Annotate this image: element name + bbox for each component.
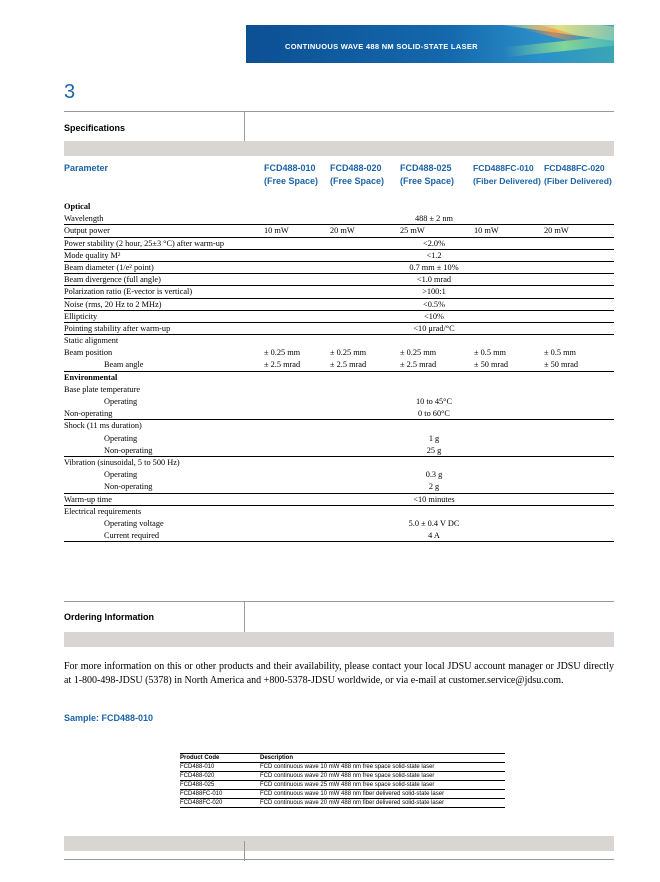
model-code: FCD488FC-010 [473,163,534,173]
row-value: 488 ± 2 nm [415,214,453,224]
table-row [64,481,614,493]
table-row [64,408,614,420]
row-label: Operating voltage [104,518,164,528]
row-label: Shock (11 ms duration) [64,421,142,431]
table-row [64,311,614,323]
row-value: <10 μrad/°C [413,323,455,333]
product-description: FCD continuous wave 25 mW 488 nm free space solid-state laser [260,782,435,788]
product-code: FCD488-025 [180,782,215,788]
table-row [180,799,505,808]
row-label: Static alignment [64,336,119,346]
table-row [64,225,614,237]
row-value: 20 mW [544,226,569,236]
table-row [64,457,614,469]
specifications-table [64,201,614,542]
row-label: Beam divergence (full angle) [64,275,161,285]
row-label: Pointing stability after warm-up [64,323,171,333]
row-value: 25 g [426,445,442,455]
table-row [64,274,614,286]
table-row [64,469,614,481]
parameter-header: Parameter [64,163,109,173]
row-value: <10% [424,311,444,321]
model-header [264,162,318,188]
product-description: FCD continuous wave 20 mW 488 nm fiber delivered solid-state laser [260,800,445,806]
row-label: Noise (rms, 20 Hz to 2 MHz) [64,299,162,309]
row-value: 0.3 g [425,470,443,480]
row-label: Beam diameter (1/e² point) [64,262,154,272]
model-header [473,162,541,188]
model-header [400,162,454,188]
row-label: Non-operating [64,409,113,419]
divider [64,859,614,860]
row-value: 0 to 60°C [418,409,450,419]
model-type: (Free Space) [330,176,385,186]
row-value: <1.0 mrad [416,275,452,285]
row-label: Current required [104,531,160,541]
row-value: <2.0% [423,238,445,248]
table-row [64,530,614,542]
table-row [64,359,614,371]
row-label: Electrical requirements [64,506,142,516]
header-banner [246,25,614,63]
sample-code: Sample: FCD488-010 [64,713,154,723]
row-value: 20 mW [330,226,355,236]
row-label: Operating [104,397,138,406]
row-label: Mode quality M² [64,250,121,260]
row-value: 0.7 mm ± 10% [409,262,459,272]
row-label: Non-operating [104,445,153,455]
divider [64,601,614,602]
table-row [180,790,505,799]
column-header: Product Code [180,755,220,761]
row-value: 5.0 ± 0.4 V DC [408,518,460,528]
row-value: 1 g [428,433,440,443]
row-value: ± 2.5 mrad [400,360,437,370]
row-value: 10 to 45°C [415,397,453,406]
row-value: ± 2.5 mrad [330,360,367,370]
model-type: (Free Space) [264,176,319,186]
row-value: ± 0.5 mm [474,348,506,358]
product-description: FCD continuous wave 10 mW 488 nm fiber delivered solid-state laser [260,791,445,797]
model-header [544,162,612,188]
row-value: <1.2 [426,250,442,260]
page-number: 3 [64,81,76,103]
row-label: Warm-up time [64,494,112,504]
row-label: Wavelength [64,214,104,224]
ordering-paragraph: For more information on this or other products and their availability, please contact your local JDSU account manager or JDSU directly at 1-800-498-JDSU (5378) in North America and +800-5378-JDSU worldwide, or via e-mail at customer.service@jdsu.com. [64,661,614,686]
section-band [64,632,614,647]
model-type: (Fiber Delivered) [544,176,612,186]
model-code: FCD488-020 [330,163,382,173]
model-type: (Free Space) [400,176,455,186]
table-row [64,420,614,432]
row-label: Output power [64,226,110,236]
section-band [64,141,614,156]
row-value: 10 mW [474,226,499,236]
product-code: FCD488FC-020 [180,800,223,806]
product-code: FCD488-020 [180,773,215,779]
row-value: <10 minutes [413,494,455,504]
row-value: 10 mW [264,226,289,236]
group-heading: Environmental [64,372,118,382]
table-row [64,384,614,396]
column-header: Description [260,755,294,761]
row-label: Ellipticity [64,311,98,321]
table-row [64,299,614,311]
table-row [180,763,505,772]
table-row [180,772,505,781]
table-row [64,250,614,262]
table-row [64,518,614,530]
model-header [330,162,384,188]
row-label: Operating [104,433,138,443]
model-type: (Fiber Delivered) [473,176,541,186]
row-value: <0.5% [423,299,445,309]
table-row [64,201,614,213]
table-row [64,347,614,359]
product-code: FCD488FC-010 [180,791,223,797]
section-band [64,836,614,851]
table-row [64,213,614,225]
row-value: ± 50 mrad [544,360,579,370]
model-code: FCD488FC-020 [544,163,605,173]
table-row [64,238,614,250]
row-value: ± 0.25 mm [400,348,437,358]
divider [244,841,245,861]
row-label: Beam angle [104,360,144,370]
table-row [64,335,614,347]
row-value: 25 mW [400,226,425,236]
table-row [64,433,614,445]
banner-title: CONTINUOUS WAVE 488 NM SOLID-STATE LASER [285,42,478,51]
product-description: FCD continuous wave 20 mW 488 nm free space solid-state laser [260,773,435,779]
ordering-title: Ordering Information [64,612,154,622]
ordering-table [180,753,505,808]
row-label: Beam position [64,348,113,358]
table-row [180,781,505,790]
row-label: Operating [104,470,138,480]
table-header-row [180,754,505,763]
table-row [64,494,614,506]
row-label: Polarization ratio (E-vector is vertical) [64,287,193,297]
table-row [64,506,614,518]
table-row [64,372,614,384]
row-value: ± 2.5 mrad [264,360,301,370]
row-value: >100:1 [422,287,446,297]
row-value: 4 A [428,531,440,541]
row-label: Power stability (2 hour, 25±3 °C) after warm-up [64,238,225,248]
divider [64,111,614,112]
row-label: Base plate temperature [64,384,141,394]
table-row [64,262,614,274]
table-row [64,286,614,298]
row-value: 2 g [428,482,440,492]
row-value: ± 0.25 mm [330,348,367,358]
row-value: ± 0.25 mm [264,348,301,358]
row-value: ± 0.5 mm [544,348,576,358]
specifications-title: Specifications [64,123,126,133]
product-description: FCD continuous wave 10 mW 488 nm free space solid-state laser [260,764,435,770]
model-code: FCD488-010 [264,163,316,173]
table-row [64,445,614,457]
row-label: Non-operating [104,482,153,492]
table-row [64,323,614,335]
model-code: FCD488-025 [400,163,452,173]
row-value: ± 50 mrad [474,360,509,370]
row-label: Vibration (sinusoidal, 5 to 500 Hz) [64,457,180,467]
group-heading: Optical [64,202,91,211]
table-row [64,396,614,408]
product-code: FCD488-010 [180,764,215,770]
